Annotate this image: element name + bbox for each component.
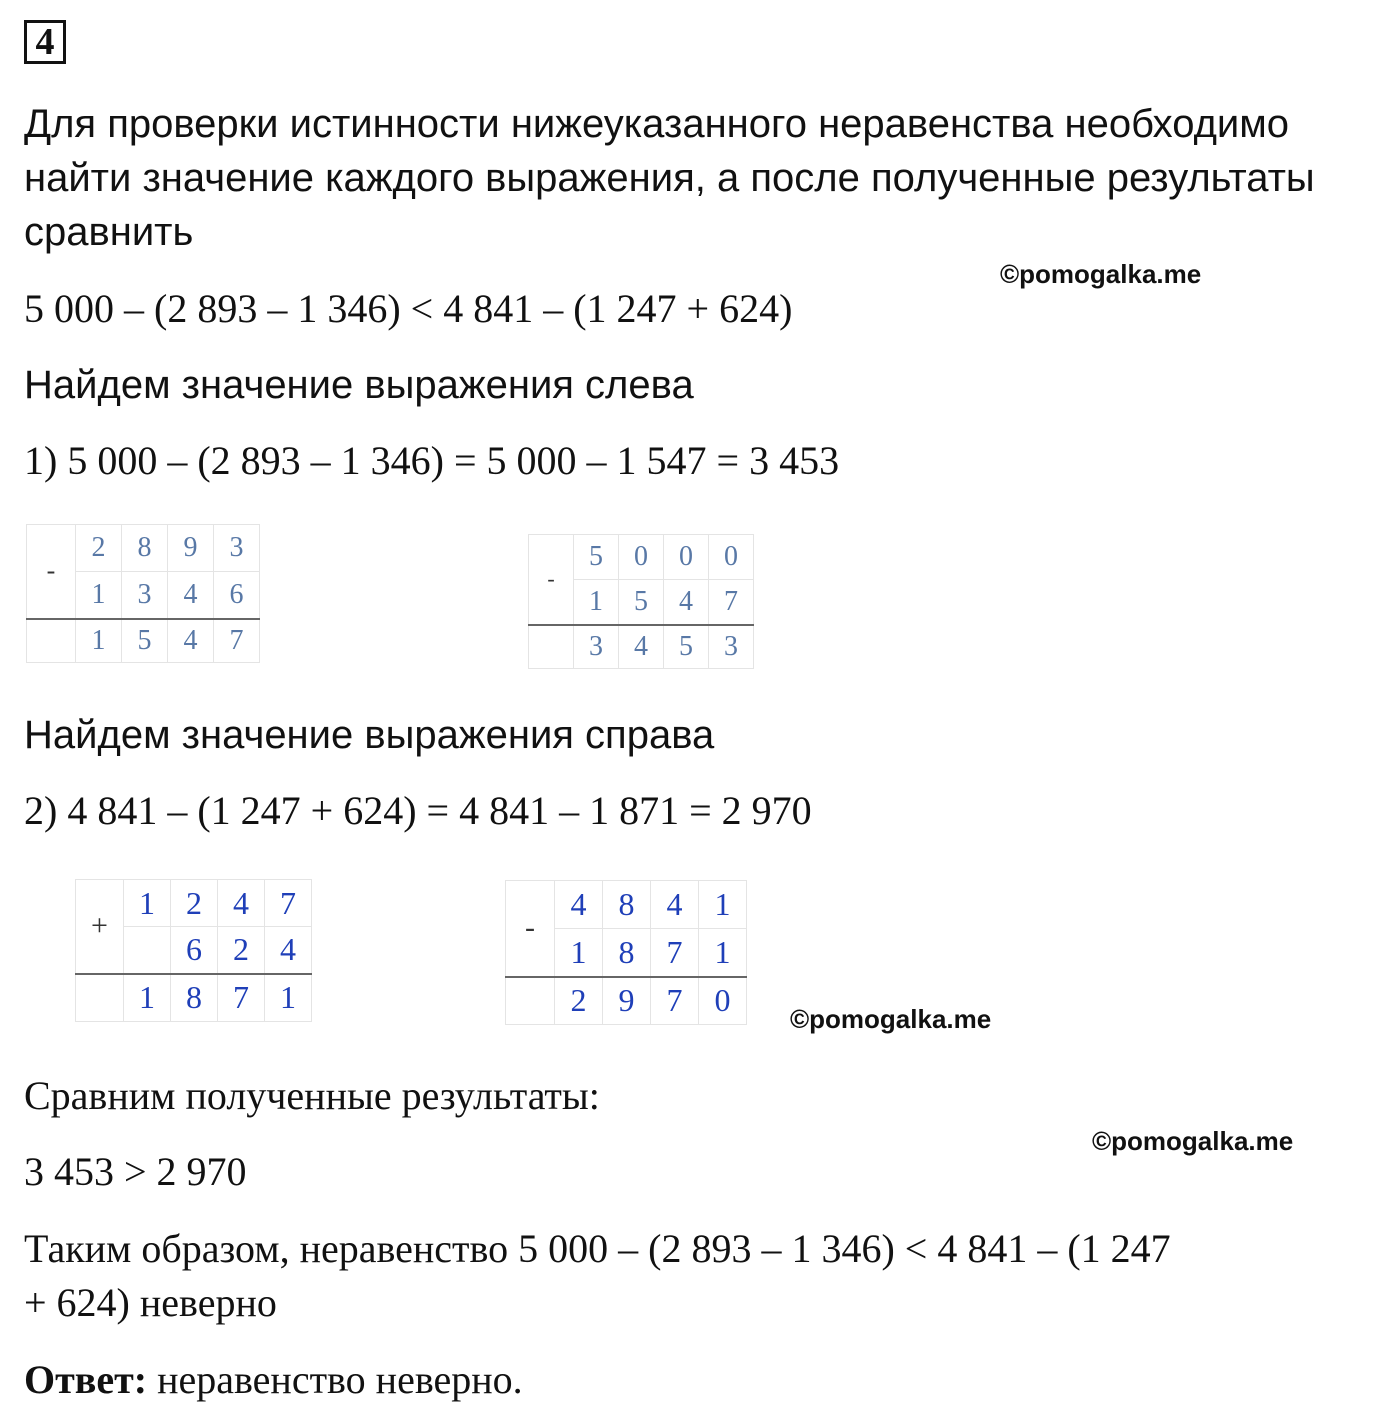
digit: 3 bbox=[122, 572, 168, 619]
left-heading: Найдем значение выражения слева bbox=[24, 363, 694, 407]
digit: 8 bbox=[122, 525, 168, 572]
digit: 1 bbox=[124, 974, 171, 1022]
digit: 2 bbox=[218, 927, 265, 974]
compare-heading: Сравним полученные результаты: bbox=[24, 1073, 600, 1118]
digit: 1 bbox=[699, 929, 747, 977]
digit: 0 bbox=[664, 535, 709, 580]
digit: 5 bbox=[664, 625, 709, 669]
digit: 5 bbox=[122, 619, 168, 663]
watermark: ©pomogalka.me bbox=[790, 1004, 992, 1034]
digit: 0 bbox=[699, 977, 747, 1025]
column-subtraction-2 bbox=[528, 534, 754, 669]
digit: 5 bbox=[619, 580, 664, 625]
conclusion-line-2: + 624) неверно bbox=[24, 1280, 277, 1325]
operator-sign: + bbox=[76, 880, 124, 974]
digit: 9 bbox=[168, 525, 214, 572]
digit: 7 bbox=[214, 619, 260, 663]
digit: 1 bbox=[574, 580, 619, 625]
watermark: ©pomogalka.me bbox=[1092, 1126, 1294, 1156]
digit: 7 bbox=[265, 880, 312, 927]
digit: 2 bbox=[171, 880, 218, 927]
intro-line-2: найти значение каждого выражения, а после полученные результаты bbox=[24, 156, 1315, 200]
digit: 8 bbox=[603, 881, 651, 929]
answer-text: неравенство неверно. bbox=[147, 1357, 523, 1402]
digit: 1 bbox=[124, 880, 171, 927]
digit: 7 bbox=[651, 929, 699, 977]
right-heading: Найдем значение выражения справа bbox=[24, 713, 715, 757]
watermark: ©pomogalka.me bbox=[1000, 259, 1202, 289]
digit: 4 bbox=[218, 880, 265, 927]
digit: 8 bbox=[171, 974, 218, 1022]
digit: 8 bbox=[603, 929, 651, 977]
digit: 4 bbox=[651, 881, 699, 929]
digit: 2 bbox=[76, 525, 122, 572]
digit: 4 bbox=[168, 572, 214, 619]
column-addition bbox=[75, 879, 312, 1022]
digit: 6 bbox=[171, 927, 218, 974]
digit: 4 bbox=[555, 881, 603, 929]
digit: 7 bbox=[651, 977, 699, 1025]
task-number: 4 bbox=[24, 20, 66, 64]
column-subtraction-3 bbox=[505, 880, 747, 1025]
digit: 1 bbox=[555, 929, 603, 977]
operator-sign: - bbox=[529, 535, 574, 625]
operator-sign: - bbox=[506, 881, 555, 977]
empty-cell bbox=[506, 977, 555, 1025]
intro-line-3: сравнить bbox=[24, 210, 194, 254]
digit: 3 bbox=[214, 525, 260, 572]
digit: 3 bbox=[709, 625, 754, 669]
digit: 7 bbox=[709, 580, 754, 625]
empty-cell bbox=[27, 619, 76, 663]
digit: 2 bbox=[555, 977, 603, 1025]
digit: 9 bbox=[603, 977, 651, 1025]
answer-label: Ответ: bbox=[24, 1357, 148, 1402]
operator-sign: - bbox=[27, 525, 76, 619]
inequality: 5 000 – (2 893 – 1 346) < 4 841 – (1 247 + 624) bbox=[24, 286, 793, 331]
digit: 6 bbox=[214, 572, 260, 619]
intro-line-1: Для проверки истинности нижеуказанного неравенства необходимо bbox=[24, 102, 1290, 146]
digit: 4 bbox=[265, 927, 312, 974]
digit: 5 bbox=[574, 535, 619, 580]
step-1: 1) 5 000 – (2 893 – 1 346) = 5 000 – 1 547 = 3 453 bbox=[24, 438, 840, 483]
column-subtraction-1 bbox=[26, 524, 260, 663]
digit: 1 bbox=[265, 974, 312, 1022]
digit: 7 bbox=[218, 974, 265, 1022]
step-2: 2) 4 841 – (1 247 + 624) = 4 841 – 1 871 = 2 970 bbox=[24, 788, 812, 833]
digit: 4 bbox=[664, 580, 709, 625]
digit: 1 bbox=[699, 881, 747, 929]
digit: 4 bbox=[168, 619, 214, 663]
digit: 1 bbox=[76, 619, 122, 663]
empty-cell bbox=[76, 974, 124, 1022]
digit: 3 bbox=[574, 625, 619, 669]
digit: 4 bbox=[619, 625, 664, 669]
comparison: 3 453 > 2 970 bbox=[24, 1149, 247, 1194]
digit bbox=[124, 927, 171, 974]
empty-cell bbox=[529, 625, 574, 669]
digit: 1 bbox=[76, 572, 122, 619]
digit: 0 bbox=[619, 535, 664, 580]
answer bbox=[24, 1353, 523, 1407]
conclusion-line-1: Таким образом, неравенство 5 000 – (2 893 – 1 346) < 4 841 – (1 247 bbox=[24, 1226, 1171, 1271]
digit: 0 bbox=[709, 535, 754, 580]
